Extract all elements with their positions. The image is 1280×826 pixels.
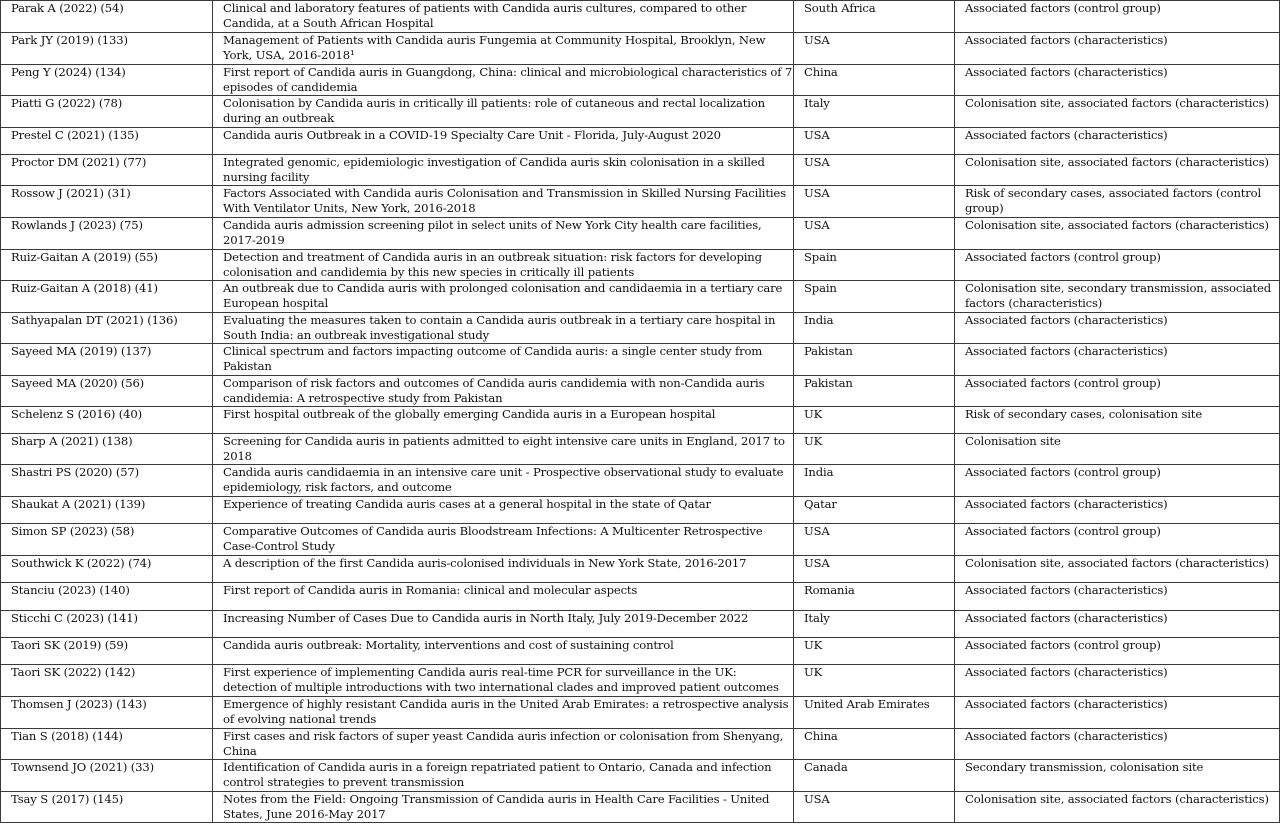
country-cell: South Africa: [794, 1, 955, 33]
table-row: [1, 155, 1280, 186]
title-cell: Colonisation by Candida auris in critically ill patients: role of cutaneous and rectal localization during an outbreak: [213, 96, 794, 128]
table-row: [1, 665, 1280, 697]
study-cell: Shaukat A (2021) (139): [1, 497, 213, 524]
title-cell: Evaluating the measures taken to contain a Candida auris outbreak in a tertiary care hospital in South India: an outbreak investigational study: [213, 313, 794, 344]
category-cell: Risk of secondary cases, associated factors (control group): [955, 186, 1280, 218]
study-cell: Sticchi C (2023) (141): [1, 611, 213, 638]
category-cell: Associated factors (control group): [955, 638, 1280, 665]
studies-table-body: [1, 1, 1280, 823]
study-cell: Tsay S (2017) (145): [1, 792, 213, 823]
country-cell: Spain: [794, 281, 955, 313]
country-cell: USA: [794, 792, 955, 823]
country-cell: China: [794, 65, 955, 96]
table-row: [1, 344, 1280, 376]
table-row: [1, 524, 1280, 556]
country-cell: Pakistan: [794, 344, 955, 376]
table-row: [1, 376, 1280, 407]
table-row: [1, 556, 1280, 583]
category-cell: Associated factors (characteristics): [955, 497, 1280, 524]
study-cell: Schelenz S (2016) (40): [1, 407, 213, 434]
table-row: [1, 465, 1280, 497]
study-cell: Parak A (2022) (54): [1, 1, 213, 33]
title-cell: Comparison of risk factors and outcomes of Candida auris candidemia with non-Candida auris candidemia: A retrospective study from Pakistan: [213, 376, 794, 407]
category-cell: Associated factors (characteristics): [955, 611, 1280, 638]
title-cell: Management of Patients with Candida auris Fungemia at Community Hospital, Brooklyn, New York, USA, 2016-2018¹: [213, 33, 794, 65]
title-cell: Clinical spectrum and factors impacting outcome of Candida auris: a single center study from Pakistan: [213, 344, 794, 376]
title-cell: Comparative Outcomes of Candida auris Bloodstream Infections: A Multicenter Retrospective Case-Control Study: [213, 524, 794, 556]
country-cell: USA: [794, 33, 955, 65]
title-cell: First hospital outbreak of the globally emerging Candida auris in a European hospital: [213, 407, 794, 434]
category-cell: Associated factors (control group): [955, 376, 1280, 407]
country-cell: USA: [794, 128, 955, 155]
category-cell: Risk of secondary cases, colonisation site: [955, 407, 1280, 434]
study-cell: Tian S (2018) (144): [1, 729, 213, 760]
category-cell: Colonisation site, secondary transmission, associated factors (characteristics): [955, 281, 1280, 313]
study-cell: Rowlands J (2023) (75): [1, 218, 213, 250]
study-cell: Prestel C (2021) (135): [1, 128, 213, 155]
title-cell: Clinical and laboratory features of patients with Candida auris cultures, compared to other Candida, at a South African Hospital: [213, 1, 794, 33]
category-cell: Colonisation site, associated factors (characteristics): [955, 96, 1280, 128]
title-cell: Emergence of highly resistant Candida auris in the United Arab Emirates: a retrospective analysis of evolving national trends: [213, 697, 794, 729]
table-row: [1, 96, 1280, 128]
table-row: [1, 65, 1280, 96]
category-cell: Secondary transmission, colonisation site: [955, 760, 1280, 792]
table-row: [1, 128, 1280, 155]
category-cell: Colonisation site, associated factors (characteristics): [955, 155, 1280, 186]
study-cell: Proctor DM (2021) (77): [1, 155, 213, 186]
country-cell: UK: [794, 434, 955, 465]
country-cell: Canada: [794, 760, 955, 792]
title-cell: An outbreak due to Candida auris with prolonged colonisation and candidaemia in a tertiary care European hospital: [213, 281, 794, 313]
study-cell: Simon SP (2023) (58): [1, 524, 213, 556]
country-cell: United Arab Emirates: [794, 697, 955, 729]
study-cell: Southwick K (2022) (74): [1, 556, 213, 583]
study-cell: Piatti G (2022) (78): [1, 96, 213, 128]
study-cell: Sathyapalan DT (2021) (136): [1, 313, 213, 344]
country-cell: India: [794, 313, 955, 344]
title-cell: First report of Candida auris in Romania: clinical and molecular aspects: [213, 583, 794, 611]
study-cell: Ruiz-Gaitan A (2018) (41): [1, 281, 213, 313]
category-cell: Associated factors (characteristics): [955, 313, 1280, 344]
country-cell: UK: [794, 665, 955, 697]
category-cell: Associated factors (characteristics): [955, 665, 1280, 697]
category-cell: Colonisation site, associated factors (characteristics): [955, 218, 1280, 250]
table-row: [1, 638, 1280, 665]
category-cell: Associated factors (characteristics): [955, 65, 1280, 96]
study-cell: Rossow J (2021) (31): [1, 186, 213, 218]
table-row: [1, 186, 1280, 218]
table-row: [1, 792, 1280, 823]
study-cell: Park JY (2019) (133): [1, 33, 213, 65]
country-cell: India: [794, 465, 955, 497]
country-cell: Romania: [794, 583, 955, 611]
title-cell: Candida auris outbreak: Mortality, interventions and cost of sustaining control: [213, 638, 794, 665]
category-cell: Associated factors (control group): [955, 250, 1280, 281]
title-cell: Detection and treatment of Candida auris in an outbreak situation: risk factors for developing colonisation and candidemia by this new species in critically ill patients: [213, 250, 794, 281]
title-cell: Notes from the Field: Ongoing Transmission of Candida auris in Health Care Facilities - United States, June 2016-May 2017: [213, 792, 794, 823]
country-cell: UK: [794, 407, 955, 434]
title-cell: Experience of treating Candida auris cases at a general hospital in the state of Qatar: [213, 497, 794, 524]
study-cell: Peng Y (2024) (134): [1, 65, 213, 96]
title-cell: Candida auris Outbreak in a COVID-19 Specialty Care Unit - Florida, July-August 2020: [213, 128, 794, 155]
category-cell: Associated factors (control group): [955, 524, 1280, 556]
study-cell: Taori SK (2022) (142): [1, 665, 213, 697]
study-cell: Sayeed MA (2019) (137): [1, 344, 213, 376]
category-cell: Associated factors (control group): [955, 1, 1280, 33]
study-cell: Townsend JO (2021) (33): [1, 760, 213, 792]
country-cell: USA: [794, 218, 955, 250]
country-cell: USA: [794, 556, 955, 583]
table-row: [1, 583, 1280, 611]
table-row: [1, 611, 1280, 638]
country-cell: Italy: [794, 611, 955, 638]
category-cell: Associated factors (characteristics): [955, 583, 1280, 611]
country-cell: USA: [794, 155, 955, 186]
table-row: [1, 218, 1280, 250]
title-cell: Factors Associated with Candida auris Colonisation and Transmission in Skilled Nursing Facilities With Ventilator Units, New York, 2016-2018: [213, 186, 794, 218]
country-cell: UK: [794, 638, 955, 665]
study-cell: Shastri PS (2020) (57): [1, 465, 213, 497]
category-cell: Associated factors (control group): [955, 465, 1280, 497]
category-cell: Associated factors (characteristics): [955, 128, 1280, 155]
title-cell: First experience of implementing Candida auris real-time PCR for surveillance in the UK: detection of multiple introductions with two international clades and improved patient outcomes: [213, 665, 794, 697]
country-cell: USA: [794, 186, 955, 218]
study-cell: Sayeed MA (2020) (56): [1, 376, 213, 407]
title-cell: A description of the first Candida auris-colonised individuals in New York State, 2016-2017: [213, 556, 794, 583]
title-cell: Identification of Candida auris in a foreign repatriated patient to Ontario, Canada and infection control strategies to prevent transmission: [213, 760, 794, 792]
table-row: [1, 760, 1280, 792]
table-row: [1, 1, 1280, 33]
table-row: [1, 434, 1280, 465]
table-row: [1, 407, 1280, 434]
table-row: [1, 497, 1280, 524]
table-row: [1, 250, 1280, 281]
country-cell: USA: [794, 524, 955, 556]
study-cell: Stanciu (2023) (140): [1, 583, 213, 611]
study-cell: Taori SK (2019) (59): [1, 638, 213, 665]
country-cell: Spain: [794, 250, 955, 281]
country-cell: Qatar: [794, 497, 955, 524]
table-row: [1, 729, 1280, 760]
table-row: [1, 697, 1280, 729]
category-cell: Associated factors (characteristics): [955, 33, 1280, 65]
title-cell: Screening for Candida auris in patients admitted to eight intensive care units in England, 2017 to 2018: [213, 434, 794, 465]
title-cell: First cases and risk factors of super yeast Candida auris infection or colonisation from Shenyang, China: [213, 729, 794, 760]
study-cell: Thomsen J (2023) (143): [1, 697, 213, 729]
category-cell: Colonisation site, associated factors (characteristics): [955, 556, 1280, 583]
study-cell: Ruiz-Gaitan A (2019) (55): [1, 250, 213, 281]
title-cell: Candida auris admission screening pilot in select units of New York City health care facilities, 2017-2019: [213, 218, 794, 250]
category-cell: Colonisation site, associated factors (characteristics): [955, 792, 1280, 823]
table-row: [1, 33, 1280, 65]
title-cell: Candida auris candidaemia in an intensive care unit - Prospective observational study to evaluate epidemiology, risk factors, and outcome: [213, 465, 794, 497]
table-row: [1, 313, 1280, 344]
category-cell: Associated factors (characteristics): [955, 344, 1280, 376]
title-cell: Increasing Number of Cases Due to Candida auris in North Italy, July 2019-December 2022: [213, 611, 794, 638]
title-cell: Integrated genomic, epidemiologic investigation of Candida auris skin colonisation in a skilled nursing facility: [213, 155, 794, 186]
category-cell: Associated factors (characteristics): [955, 729, 1280, 760]
title-cell: First report of Candida auris in Guangdong, China: clinical and microbiological characteristics of 7 episodes of candidemia: [213, 65, 794, 96]
country-cell: Italy: [794, 96, 955, 128]
country-cell: Pakistan: [794, 376, 955, 407]
table-row: [1, 281, 1280, 313]
category-cell: Associated factors (characteristics): [955, 697, 1280, 729]
country-cell: China: [794, 729, 955, 760]
study-cell: Sharp A (2021) (138): [1, 434, 213, 465]
category-cell: Colonisation site: [955, 434, 1280, 465]
